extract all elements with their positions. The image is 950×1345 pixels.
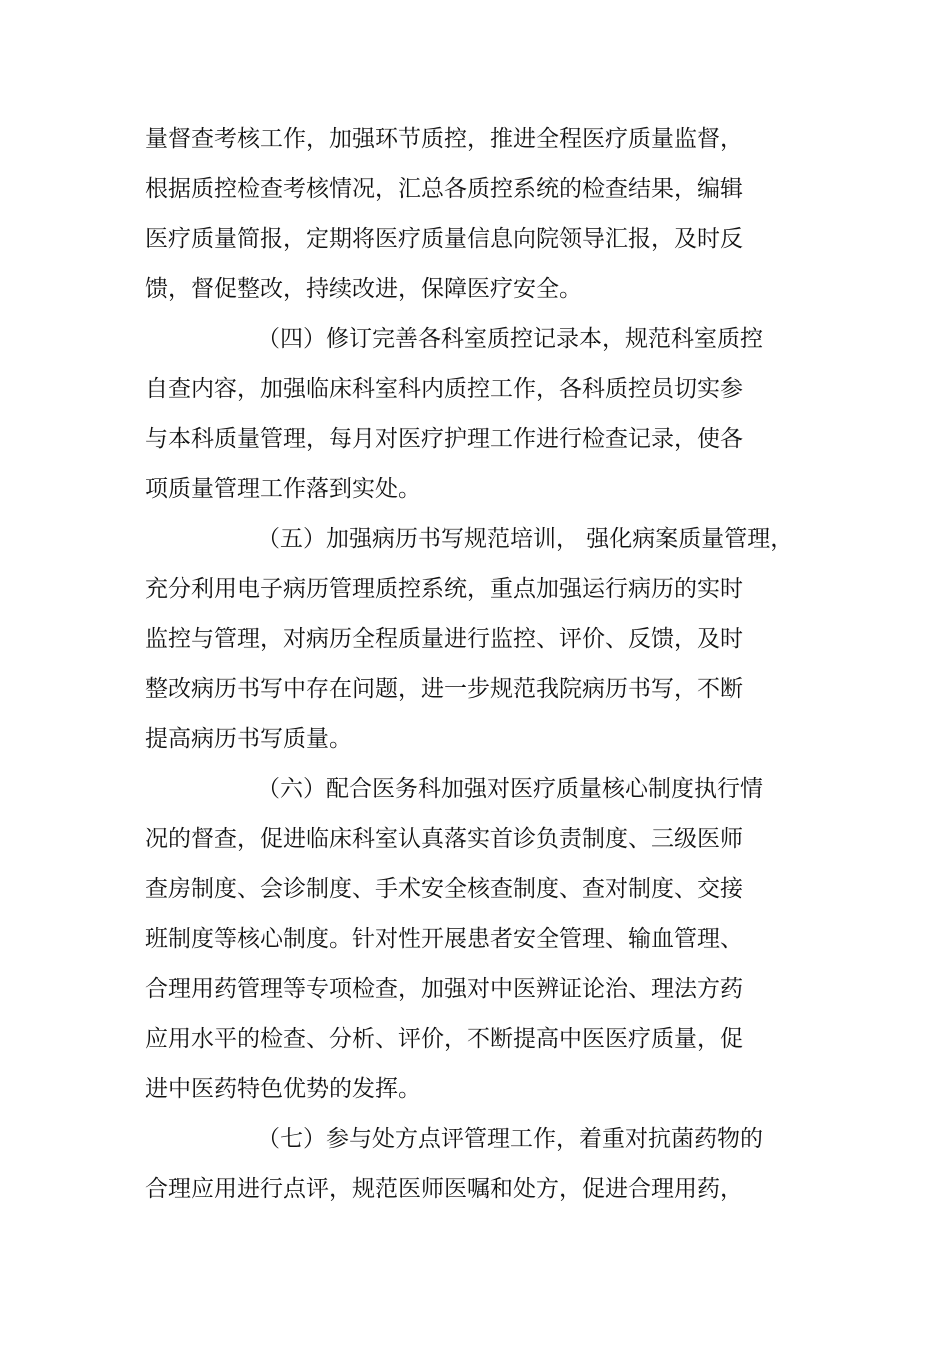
text-line: 监控与管理，对病历全程质量进行监控、评价、反馈，及时	[145, 626, 743, 652]
document-body	[145, 114, 794, 1214]
text-line: （五）加强病历书写规范培训， 强化病案质量管理，	[257, 526, 794, 552]
text-line: 充分利用电子病历管理质控系统，重点加强运行病历的实时	[145, 576, 743, 602]
text-line: 自查内容，加强临床科室科内质控工作，各科质控员切实参	[145, 376, 743, 402]
text-line: （七）参与处方点评管理工作，着重对抗菌药物的	[257, 1126, 763, 1152]
text-line: 馈，督促整改，持续改进，保障医疗安全。	[145, 276, 582, 302]
paragraph-item-5	[145, 514, 794, 764]
text-line: 班制度等核心制度。针对性开展患者安全管理、输血管理、	[145, 926, 743, 952]
paragraph-quality-supervision	[145, 114, 785, 314]
paragraph-item-6	[145, 764, 785, 1114]
text-line: 量督查考核工作，加强环节质控，推进全程医疗质量监督，	[145, 126, 743, 152]
text-line: （四）修订完善各科室质控记录本，规范科室质控	[257, 326, 763, 352]
text-line: 进中医药特色优势的发挥。	[145, 1076, 421, 1102]
text-line: （六）配合医务科加强对医疗质量核心制度执行情	[257, 776, 763, 802]
text-line: 合理应用进行点评，规范医师医嘱和处方，促进合理用药，	[145, 1176, 743, 1202]
text-line: 医疗质量简报，定期将医疗质量信息向院领导汇报，及时反	[145, 226, 743, 252]
text-line: 与本科质量管理，每月对医疗护理工作进行检查记录，使各	[145, 426, 743, 452]
text-line: 况的督查，促进临床科室认真落实首诊负责制度、三级医师	[145, 826, 743, 852]
text-line: 应用水平的检查、分析、评价，不断提高中医医疗质量，促	[145, 1026, 743, 1052]
text-line: 合理用药管理等专项检查，加强对中医辨证论治、理法方药	[145, 976, 743, 1002]
text-line: 根据质控检查考核情况，汇总各质控系统的检查结果，编辑	[145, 176, 743, 202]
text-line: 项质量管理工作落到实处。	[145, 476, 421, 502]
text-line: 查房制度、会诊制度、手术安全核查制度、查对制度、交接	[145, 876, 743, 902]
paragraph-item-7	[145, 1114, 785, 1214]
text-line: 整改病历书写中存在问题，进一步规范我院病历书写，不断	[145, 676, 743, 702]
text-line: 提高病历书写质量。	[145, 726, 352, 752]
paragraph-item-4	[145, 314, 785, 514]
